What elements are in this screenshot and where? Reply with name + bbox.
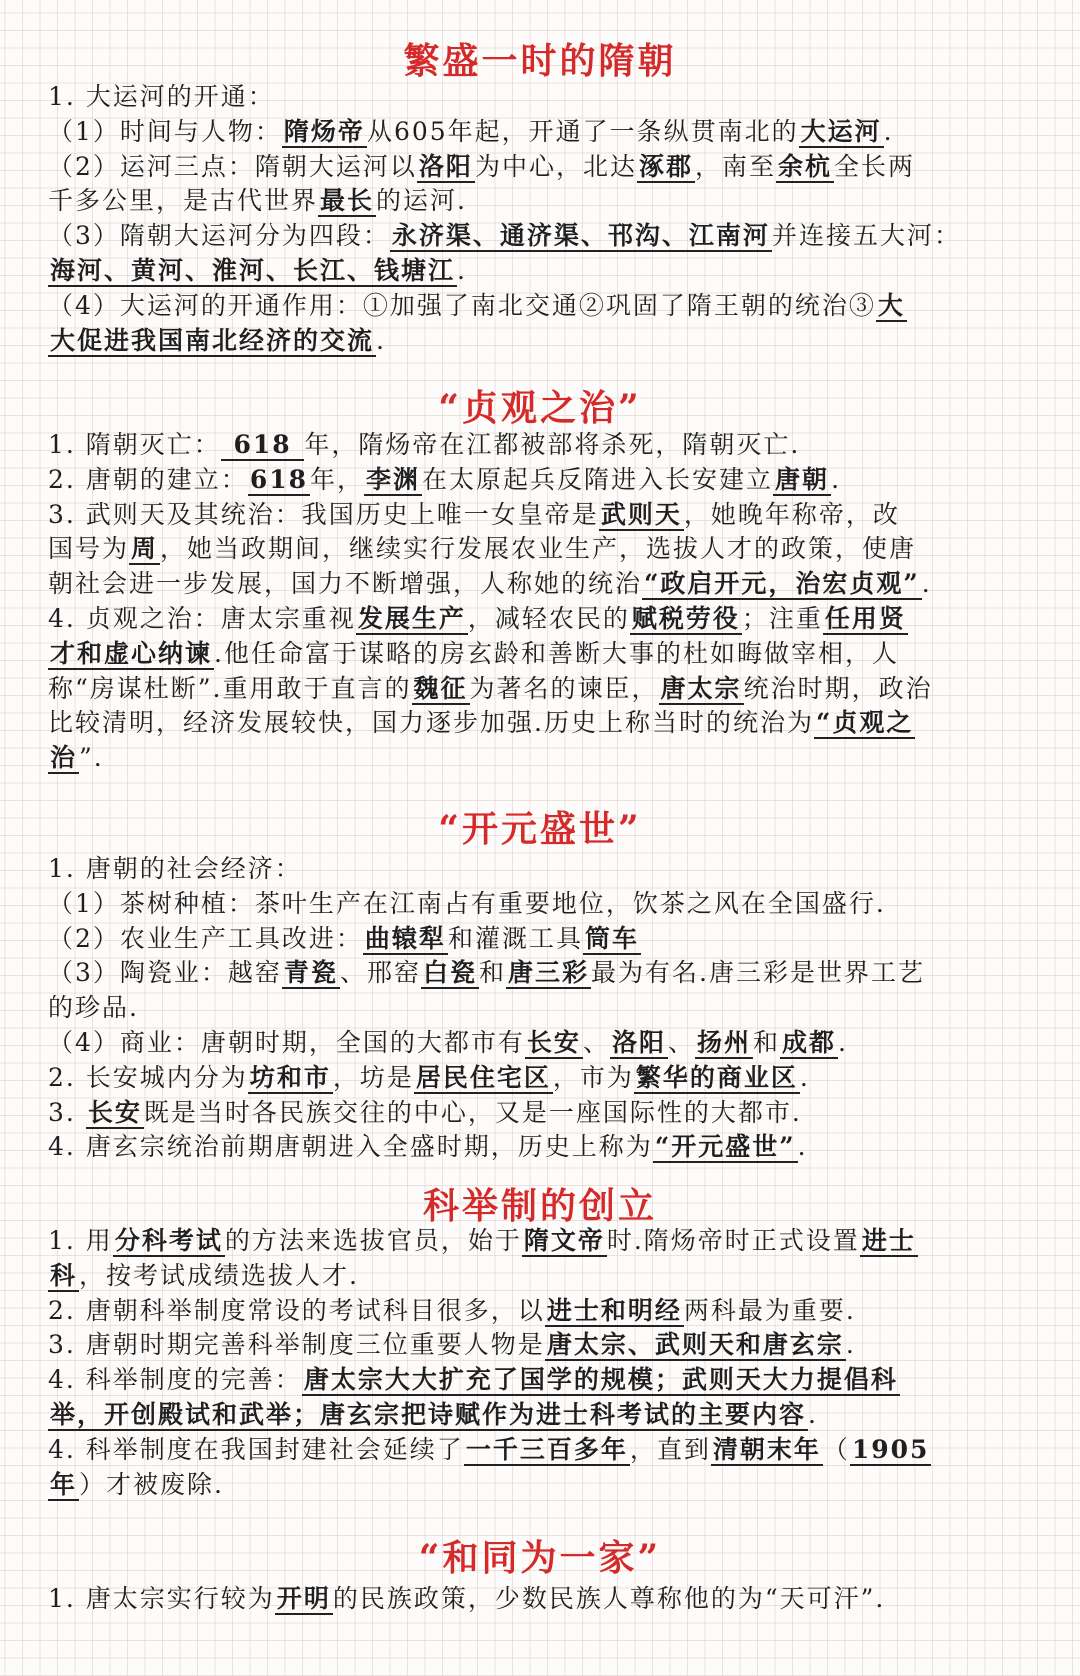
note-line — [48, 1582, 1042, 1617]
note-text: 和 — [753, 1027, 781, 1057]
note-text: 2. 长安城内分为 — [48, 1062, 248, 1092]
note-line — [48, 1294, 1042, 1329]
note-text: .他任命富于谋略的房玄龄和善断大事的杜如晦做宰相，人 — [214, 638, 899, 668]
note-line — [48, 567, 1042, 602]
note-text: 统治时期，政治 — [743, 673, 933, 703]
section-title: “贞观之治” — [438, 387, 642, 429]
note-line — [48, 80, 1042, 115]
key-term: 分科考试 — [114, 1226, 223, 1255]
note-text: ，她晚年称帝，改 — [683, 499, 900, 529]
key-term: 隋炀帝 — [283, 116, 365, 146]
key-term: 筒车 — [584, 923, 639, 953]
section-body — [48, 1224, 1042, 1502]
note-text: . — [831, 464, 842, 494]
key-term: 长安 — [526, 1027, 581, 1057]
key-term: 才和虚心纳谏 — [50, 638, 213, 668]
key-term: “贞观之 — [815, 708, 914, 738]
note-text: （2）农业生产工具改进： — [48, 923, 363, 953]
note-text: ”. — [79, 743, 104, 773]
key-term: 白瓷 — [422, 958, 477, 988]
key-term: 举，开创殿试和武举；唐玄宗把诗赋作为进士科考试的主要内容 — [50, 1399, 807, 1429]
note-line — [48, 1224, 1042, 1259]
section-body — [48, 428, 1042, 776]
key-term: 大 — [877, 290, 905, 320]
note-line — [48, 852, 1042, 887]
note-line — [48, 637, 1042, 672]
section-title: “和同为一家” — [418, 1537, 662, 1579]
note-text: 全长两 — [834, 151, 916, 181]
key-term: 曲辕犁 — [364, 923, 446, 953]
key-term: 开明 — [276, 1584, 331, 1613]
note-text: （1）时间与人物： — [48, 116, 282, 146]
note-line — [48, 150, 1042, 185]
key-term: 长安 — [87, 1097, 142, 1127]
key-term: 618 — [249, 464, 308, 494]
note-line — [48, 428, 1042, 463]
note-line — [48, 1096, 1042, 1131]
key-term: 一千三百多年 — [465, 1434, 628, 1464]
note-line — [48, 1398, 1042, 1433]
note-line — [48, 1363, 1042, 1398]
note-text: 1. 用 — [48, 1226, 113, 1255]
note-text: 称“房谋杜断”.重用敢于直言的 — [48, 673, 412, 703]
note-line — [48, 1433, 1042, 1468]
note-text: . — [376, 325, 386, 355]
note-text: 4. 唐玄宗统治前期唐朝进入全盛时期，历史上称为 — [48, 1132, 653, 1162]
note-line — [48, 922, 1042, 957]
key-term: 繁华的商业区 — [635, 1062, 798, 1092]
note-text: 时.隋炀帝时正式设置 — [606, 1226, 860, 1255]
key-term: 周 — [131, 534, 159, 564]
key-term: 清朝末年 — [712, 1434, 821, 1464]
note-line — [48, 1468, 1042, 1503]
key-term: 青瓷 — [283, 958, 338, 988]
key-term: 扬州 — [696, 1027, 751, 1057]
note-text: ，减轻农民的 — [467, 603, 630, 633]
note-text: 两科最为重要. — [683, 1295, 856, 1325]
key-term: 最长 — [320, 186, 375, 216]
note-text: 比较清明，经济发展较快，国力逐步加强.历史上称当时的统治为 — [48, 708, 814, 738]
key-term: 任用贤 — [824, 603, 906, 633]
note-text: 4. 科举制度在我国封建社会延续了 — [48, 1434, 464, 1464]
key-term: 居民住宅区 — [415, 1062, 551, 1092]
note-text: . — [797, 1132, 808, 1162]
key-term: 海河、黄河、淮河、长江、钱塘江 — [50, 255, 456, 285]
key-term: 洛阳 — [611, 1027, 666, 1057]
key-term: 科 — [50, 1260, 78, 1290]
note-line — [48, 1130, 1042, 1165]
section-body — [48, 80, 1042, 358]
note-text: 1. 唐太宗实行较为 — [48, 1584, 275, 1613]
key-term: 成都 — [782, 1027, 837, 1057]
key-term: 唐三彩 — [507, 958, 589, 988]
key-term: 赋税劳役 — [631, 603, 740, 633]
note-text: 和 — [478, 958, 506, 988]
note-line — [48, 956, 1042, 991]
note-text: 和灌溉工具 — [447, 923, 583, 953]
note-text: 1. 大运河的开通： — [48, 82, 275, 111]
note-line — [48, 289, 1042, 324]
note-text: 3. — [48, 1097, 86, 1127]
note-text: . — [845, 1330, 856, 1360]
note-text: 、邢窑 — [339, 958, 421, 988]
key-term: 1905 — [851, 1434, 930, 1464]
key-term: 魏征 — [413, 673, 468, 703]
note-line — [48, 498, 1042, 533]
note-line — [48, 1328, 1042, 1363]
key-term: 余杭 — [777, 151, 832, 181]
note-text: 的民族政策，少数民族人尊称他的为“天可汗”. — [332, 1584, 886, 1613]
note-line — [48, 115, 1042, 150]
key-term: 大运河 — [800, 116, 882, 146]
key-term: “政启开元，治宏贞观” — [644, 569, 920, 599]
note-text: . — [921, 569, 932, 599]
note-text: 在太原起兵反隋进入长安建立 — [422, 464, 774, 494]
note-text: （2）运河三点：隋朝大运河以 — [48, 151, 417, 181]
note-text: （4）商业：唐朝时期，全国的大都市有 — [48, 1027, 525, 1057]
section-title: 科举制的创立 — [422, 1185, 657, 1227]
note-line — [48, 1259, 1042, 1294]
note-line — [48, 672, 1042, 707]
note-text: （ — [822, 1434, 850, 1464]
note-line — [48, 887, 1042, 922]
note-line — [48, 254, 1042, 289]
section-body — [48, 1582, 1042, 1617]
note-text: 、 — [582, 1027, 610, 1057]
note-text: ，直到 — [629, 1434, 711, 1464]
note-text: （3）陶瓷业：越窑 — [48, 958, 282, 988]
note-line — [48, 324, 1042, 359]
note-text: . — [799, 1062, 810, 1092]
note-text: ，南至 — [694, 151, 776, 181]
note-text: 千多公里，是古代世界 — [48, 186, 319, 216]
note-text: ，她当政期间，继续实行发展农业生产，选拔人才的政策，使唐 — [160, 534, 917, 564]
key-term: 年 — [50, 1469, 78, 1499]
note-text: ，坊是 — [332, 1062, 414, 1092]
note-text: 年，隋炀帝在江都被部将杀死，隋朝灭亡. — [304, 430, 801, 459]
note-text: . — [838, 1027, 848, 1057]
key-term: 李渊 — [366, 464, 421, 494]
key-term: 洛阳 — [418, 151, 473, 181]
note-text: 国号为 — [48, 534, 130, 564]
note-text: （3）隋朝大运河分为四段： — [48, 221, 390, 251]
note-text: 的方法来选拔官员，始于 — [224, 1226, 522, 1255]
note-text: 4. 科举制度的完善： — [48, 1365, 302, 1395]
key-term: 唐太宗 — [660, 673, 742, 703]
note-text: （4）大运河的开通作用：①加强了南北交通②巩固了隋王朝的统治③ — [48, 290, 876, 320]
note-text: ，按考试成绩选拔人才. — [79, 1260, 359, 1290]
note-text: 的珍品. — [48, 993, 139, 1023]
note-text: ）才被废除. — [79, 1469, 224, 1499]
note-line — [48, 1061, 1042, 1096]
key-term: 隋文帝 — [523, 1226, 605, 1255]
key-term: “开元盛世” — [654, 1132, 796, 1162]
note-text: ，市为 — [552, 1062, 634, 1092]
note-text: 1. 唐朝的社会经济： — [48, 854, 302, 883]
note-text: 朝社会进一步发展，国力不断增强，人称她的统治 — [48, 569, 643, 599]
key-term: 唐朝 — [775, 464, 830, 494]
key-term: 618 — [222, 430, 303, 459]
note-text: 的运河. — [376, 186, 467, 216]
note-text: . — [457, 255, 467, 285]
note-line — [48, 706, 1042, 741]
key-term: 武则天 — [600, 499, 682, 529]
section-title: 繁盛一时的隋朝 — [403, 40, 677, 82]
note-text: 并连接五大河： — [771, 221, 961, 251]
key-term: 治 — [50, 743, 78, 773]
key-term: 进士和明经 — [546, 1295, 682, 1325]
note-text: 为中心，北达 — [474, 151, 637, 181]
key-term: 进士 — [861, 1226, 916, 1255]
note-text: 2. 唐朝科举制度常设的考试科目很多，以 — [48, 1295, 545, 1325]
note-text: 最为有名.唐三彩是世界工艺 — [591, 958, 925, 988]
note-text: （1）茶树种植：茶叶生产在江南占有重要地位，饮茶之风在全国盛行. — [48, 888, 886, 918]
key-term: 发展生产 — [357, 603, 466, 633]
note-text: 、 — [667, 1027, 695, 1057]
note-text: 年， — [310, 464, 365, 494]
note-text: 3. 唐朝时期完善科举制度三位重要人物是 — [48, 1330, 545, 1360]
note-text: 1. 隋朝灭亡： — [48, 430, 221, 459]
note-text: 4. 贞观之治：唐太宗重视 — [48, 603, 356, 633]
note-line — [48, 991, 1042, 1026]
key-term: 唐太宗、武则天和唐玄宗 — [546, 1330, 844, 1360]
note-text: 从605年起，开通了一条纵贯南北的 — [366, 116, 799, 146]
note-text: 3. 武则天及其统治：我国历史上唯一女皇帝是 — [48, 499, 599, 529]
section-title: “开元盛世” — [438, 808, 642, 850]
note-line — [48, 532, 1042, 567]
note-line — [48, 184, 1042, 219]
note-line — [48, 463, 1042, 498]
note-text: . — [883, 116, 894, 146]
note-text: 既是当时各民族交往的中心，又是一座国际性的大都市. — [143, 1097, 802, 1127]
note-text: . — [808, 1399, 818, 1429]
note-line — [48, 741, 1042, 776]
note-line — [48, 219, 1042, 254]
key-term: 坊和市 — [249, 1062, 331, 1092]
note-text: 2. 唐朝的建立： — [48, 464, 248, 494]
note-line — [48, 1026, 1042, 1061]
note-line — [48, 602, 1042, 637]
key-term: 涿郡 — [638, 151, 693, 181]
section-body — [48, 852, 1042, 1165]
key-term: 永济渠、通济渠、邗沟、江南河 — [391, 221, 770, 251]
note-text: ；注重 — [741, 603, 823, 633]
note-text: 为著名的谏臣， — [469, 673, 659, 703]
key-term: 唐太宗大大扩充了国学的规模；武则天大力提倡科 — [303, 1365, 898, 1395]
key-term: 大促进我国南北经济的交流 — [50, 325, 375, 355]
